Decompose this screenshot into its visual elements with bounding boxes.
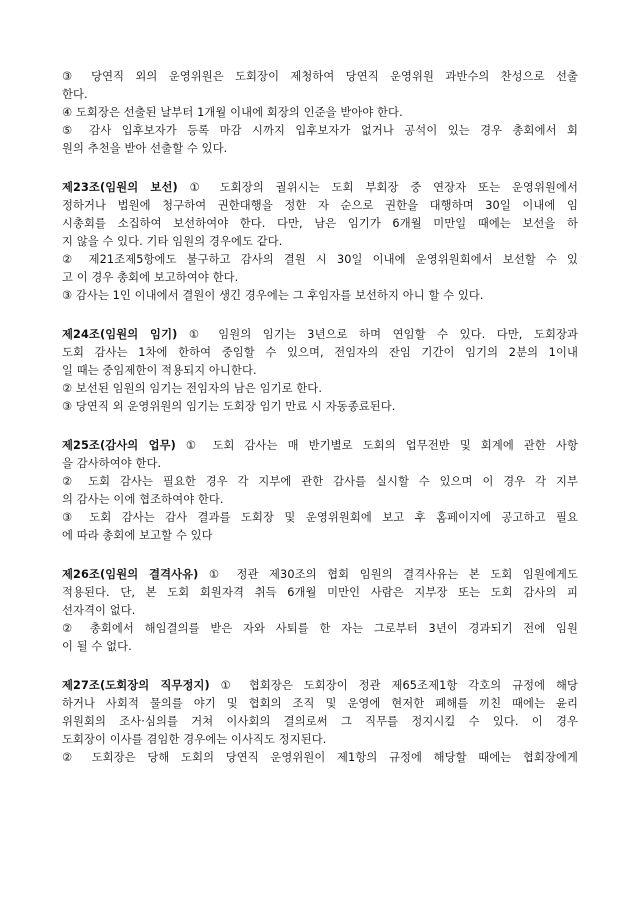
text-line xyxy=(62,749,578,767)
line-text: 적용된다. 단, 본 도회 회원자격 취득 6개월 미만인 사람은 지부장 또는 도회 감사의 피 xyxy=(62,586,578,599)
article-heading: 제25조(감사의 업무) xyxy=(62,439,176,452)
text-line xyxy=(62,491,578,509)
line-text: ④ 도회장은 선출된 날부터 1개월 이내에 회장의 인준을 받아야 한다. xyxy=(62,106,403,119)
text-line xyxy=(62,122,578,140)
text-line xyxy=(62,602,578,620)
line-text: 의 감사는 이에 협조하여야 한다. xyxy=(62,493,224,506)
article-section xyxy=(62,566,578,656)
text-line xyxy=(62,677,578,695)
article-section xyxy=(62,677,578,767)
text-line xyxy=(62,455,578,473)
line-text: 도회장이 이사를 겸임한 경우에는 이사직도 정지된다. xyxy=(62,733,327,746)
line-text: ② 보선된 임원의 임기는 전임자의 남은 임기로 한다. xyxy=(62,382,323,395)
text-line xyxy=(62,251,578,269)
line-text: ① 협회장은 도회장이 정관 제65조제1항 각호의 규정에 해당 xyxy=(209,679,578,692)
line-text: 지 않을 수 있다. 기타 임원의 경우에도 같다. xyxy=(62,235,283,248)
text-line xyxy=(62,68,578,86)
text-line xyxy=(62,362,578,380)
line-text: 원의 추천을 받아 선출할 수 있다. xyxy=(62,142,228,155)
line-text: 이 될 수 없다. xyxy=(62,640,132,653)
text-line xyxy=(62,731,578,749)
text-line xyxy=(62,233,578,251)
text-line xyxy=(62,215,578,233)
line-text: ② 총회에서 해임결의를 받은 자와 사퇴를 한 자는 그로부터 3년이 경과되기 전에 임원 xyxy=(62,622,578,635)
text-line xyxy=(62,326,578,344)
line-text: ① 임원의 임기는 3년으로 하며 연임할 수 있다. 다만, 도회장과 xyxy=(177,328,578,341)
document-page xyxy=(62,68,578,767)
line-text: 시총회를 소집하여 보선하여야 한다. 다만, 남은 임기가 6개월 미만일 때에는 보선을 하 xyxy=(62,217,578,230)
text-line xyxy=(62,398,578,416)
line-text: ① 정관 제30조의 협회 임원의 결격사유는 본 도회 임원에게도 xyxy=(198,568,578,581)
text-line xyxy=(62,86,578,104)
text-line xyxy=(62,179,578,197)
article-section xyxy=(62,179,578,305)
line-text: ① 도회장의 궐위시는 도회 부회장 중 연장자 또는 운영위원에서 xyxy=(177,181,578,194)
paragraph-gap xyxy=(62,305,578,326)
line-text: ③ 감사는 1인 이내에서 결원이 생긴 경우에는 그 후임자를 보선하지 아니 할 수 있다. xyxy=(62,289,484,302)
text-line xyxy=(62,509,578,527)
text-line xyxy=(62,620,578,638)
article-section xyxy=(62,326,578,416)
text-line xyxy=(62,437,578,455)
article-section xyxy=(62,68,578,158)
article-heading: 제23조(임원의 보선) xyxy=(62,181,178,194)
text-line xyxy=(62,287,578,305)
text-line xyxy=(62,566,578,584)
article-heading: 제24조(임원의 임기) xyxy=(62,328,178,341)
article-heading: 제26조(임원의 결격사유) xyxy=(62,568,199,581)
line-text: ① 도회 감사는 매 반기별로 도회의 업무전반 및 회계에 관한 사항 xyxy=(175,439,578,452)
text-line xyxy=(62,527,578,545)
line-text: ② 도회장은 당해 도회의 당연직 운영위원이 제1항의 규정에 해당할 때에는 협회장에게 xyxy=(62,751,578,764)
paragraph-gap xyxy=(62,158,578,179)
line-text: 일 때는 중임제한이 적용되지 아니한다. xyxy=(62,364,257,377)
line-text: 선자격이 없다. xyxy=(62,604,136,617)
line-text: ③ 도회 감사는 감사 결과를 도회장 및 운영위원회에 보고 후 홈페이지에 공고하고 필요 xyxy=(62,511,578,524)
line-text: ③ 당연직 외 운영위원의 임기는 도회장 임기 만료 시 자동종료된다. xyxy=(62,400,396,413)
paragraph-gap xyxy=(62,416,578,437)
text-line xyxy=(62,140,578,158)
article-section xyxy=(62,437,578,545)
line-text: 도회 감사는 1차에 한하여 중임할 수 있으며, 전임자의 잔임 기간이 임기의 2분의 1이내 xyxy=(62,346,578,359)
text-line xyxy=(62,197,578,215)
text-line xyxy=(62,473,578,491)
text-line xyxy=(62,269,578,287)
line-text: ③ 당연직 외의 운영위원은 도회장이 제청하여 당연직 운영위원 과반수의 찬성으로 선출 xyxy=(62,70,578,83)
line-text: ⑤ 감사 입후보자가 등록 마감 시까지 입후보자가 없거나 공석이 있는 경우 총회에서 회 xyxy=(62,124,578,137)
text-line xyxy=(62,584,578,602)
paragraph-gap xyxy=(62,545,578,566)
line-text: ② 도회 감사는 필요한 경우 각 지부에 관한 감사를 실시할 수 있으며 이 경우 각 지부 xyxy=(62,475,578,488)
text-line xyxy=(62,638,578,656)
line-text: 에 따라 총회에 보고할 수 있다 xyxy=(62,529,213,542)
text-line xyxy=(62,380,578,398)
line-text: 고 이 경우 총회에 보고하여야 한다. xyxy=(62,271,239,284)
text-line xyxy=(62,713,578,731)
line-text: ② 제21조제5항에도 불구하고 감사의 결원 시 30일 이내에 운영위원회에서 보선할 수 있 xyxy=(62,253,578,266)
text-line xyxy=(62,695,578,713)
article-heading: 제27조(도회장의 직무정지) xyxy=(62,679,210,692)
text-line xyxy=(62,104,578,122)
line-text: 정하거나 법원에 청구하여 권한대행을 정한 자 순으로 권한을 대행하며 30일 이내에 임 xyxy=(62,199,578,212)
line-text: 을 감사하여야 한다. xyxy=(62,457,162,470)
line-text: 한다. xyxy=(62,88,88,101)
line-text: 하거나 사회적 물의를 야기 및 협회의 조직 및 운영에 현저한 폐해를 끼친 때에는 윤리 xyxy=(62,697,578,710)
line-text: 위원회의 조사·심의를 거쳐 이사회의 결의로써 그 직무를 정지시킬 수 있다. 이 경우 xyxy=(62,715,578,728)
text-line xyxy=(62,344,578,362)
paragraph-gap xyxy=(62,656,578,677)
